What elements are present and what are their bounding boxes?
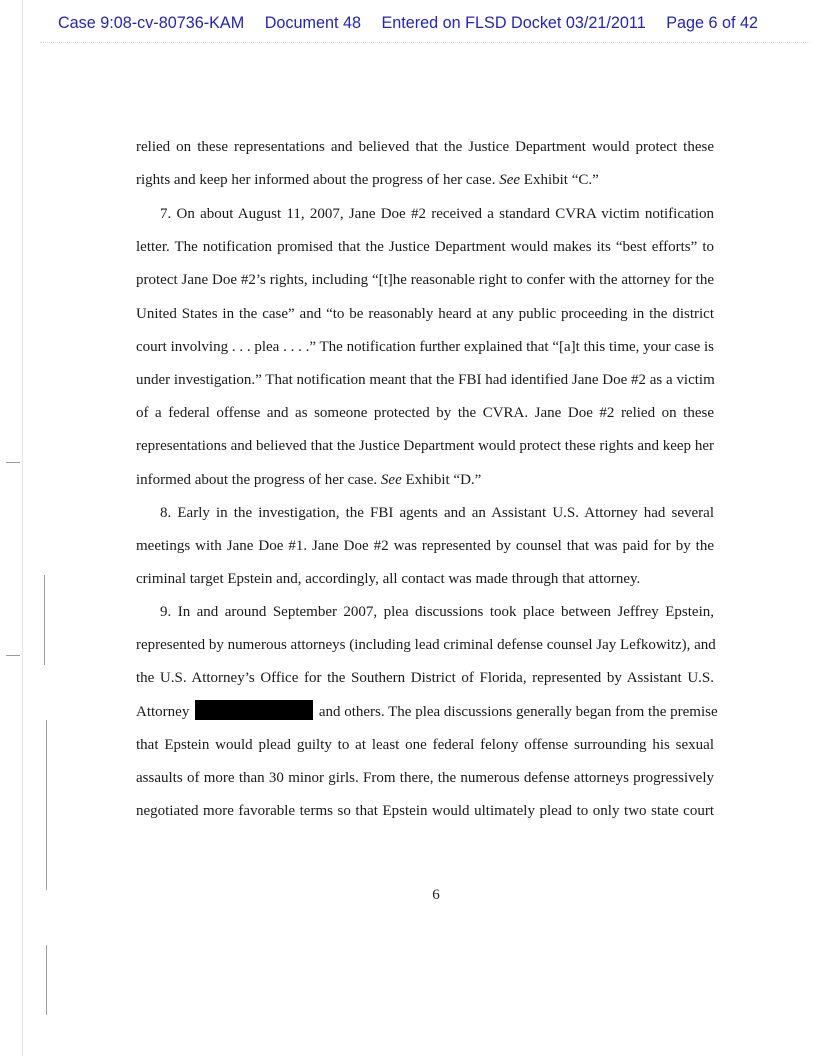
redaction-block [195,700,313,720]
case-header [0,14,816,33]
text-line: United States in the case” and “to be reasonably heard at any public proceeding in the district [136,305,714,322]
paragraph-9 [136,600,718,832]
docket-entry: Entered on FLSD Docket 03/21/2011 [381,14,646,32]
scan-artifact [44,575,45,665]
see-signal: See [499,172,521,189]
text-line: relied on these representations and believed that the Justice Department would protect these [136,139,714,155]
text-line: letter. The notification promised that the Justice Department would makes its “best efforts” to [136,239,714,256]
text-line: informed about the progress of her case. See Exhibit “D.” [136,471,482,488]
text-line: the U.S. Attorney’s Office for the Southern District of Florida, represented by Assistant U.S. [136,670,714,687]
paragraph-6-continued [136,135,714,201]
text-line: protect Jane Doe #2’s rights, including “[t]he reasonable right to confer with the attorney for the [136,272,714,289]
text-line: meetings with Jane Doe #1. Jane Doe #2 was represented by counsel that was paid for by the [136,538,714,555]
text-line: criminal target Epstein and, accordingly, all contact was made through that attorney. [136,571,641,588]
text-line: 9. In and around September 2007, plea discussions took place between Jeffrey Epstein, [160,604,714,620]
text-line: 7. On about August 11, 2007, Jane Doe #2 received a standard CVRA victim notification [160,206,714,222]
text-line: represented by numerous attorneys (including lead criminal defense counsel Jay Lefkowitz), and [136,637,716,654]
text-line: assaults of more than 30 minor girls. From there, the numerous defense attorneys progressively [136,769,714,786]
page-indicator: Page 6 of 42 [666,14,759,32]
document-number: Document 48 [264,14,361,32]
text-line: negotiated more favorable terms so that Epstein would ultimately plead to only two state court [136,803,714,820]
see-signal: See [380,471,402,488]
paragraph-7 [136,202,714,501]
scan-artifact [6,462,20,463]
text-line: of a federal offense and as someone protected by the CVRA. Jane Doe #2 relied on these [136,405,714,422]
text-line: 8. Early in the investigation, the FBI agents and an Assistant U.S. Attorney had several [160,505,714,521]
text-line: court involving . . . plea . . . .” The notification further explained that “[a]t this time, your case is [136,338,714,355]
text-line: that Epstein would plead guilty to at least one federal felony offense surrounding his sexual [136,736,714,753]
scan-artifact [6,655,20,656]
text-line: rights and keep her informed about the progress of her case. See Exhibit “C.” [136,172,599,189]
text-line: Attorney and others. The plea discussions generally began from the premise [136,700,714,733]
paragraph-8 [136,501,714,601]
case-number: Case 9:08-cv-80736-KAM [57,14,245,32]
scan-artifact [46,945,47,1015]
header-divider [40,42,810,43]
page-number: 6 [432,887,440,903]
text-line: representations and believed that the Justice Department would protect these rights and keep her [136,438,714,455]
scan-artifact [46,720,47,890]
text-line: under investigation.” That notification meant that the FBI had identified Jane Doe #2 as a victim [136,371,715,388]
